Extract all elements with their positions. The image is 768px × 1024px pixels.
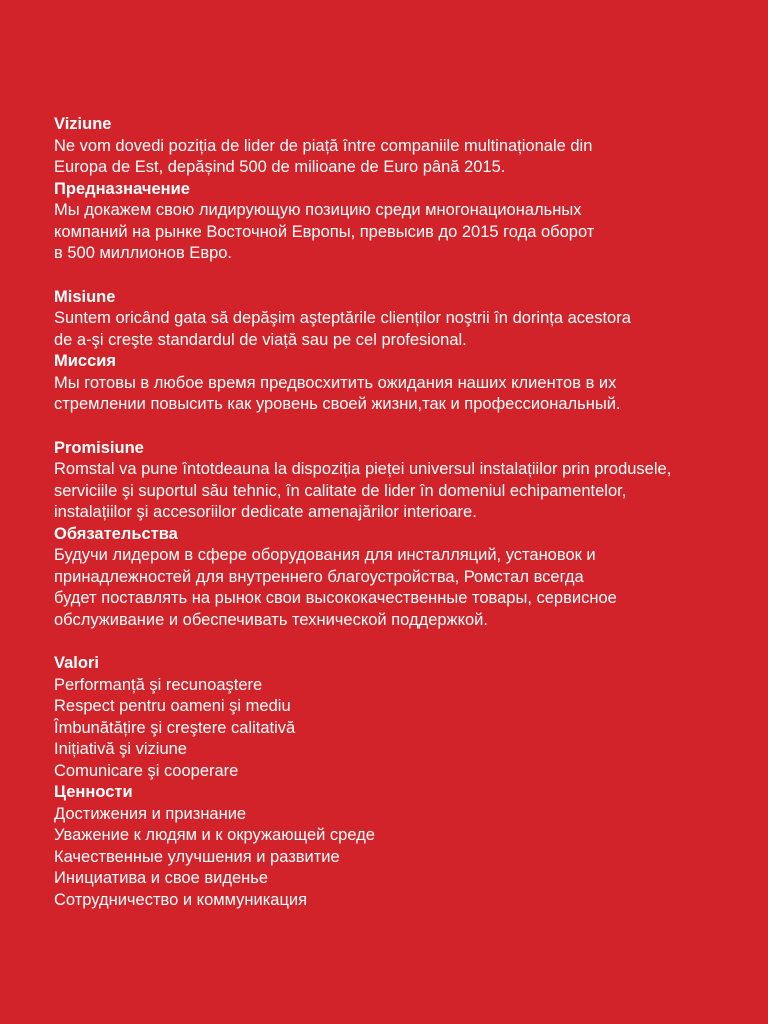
section-heading-ru: Обязательства bbox=[54, 524, 178, 543]
list-item: Уважение к людям и к окружающей среде bbox=[54, 826, 375, 844]
section-text-ru: Мы готовы в любое время предвосхитить ожидания наших клиентов в их стремлении повысить как уровень своей жизни,так и профессиональный. bbox=[54, 373, 621, 413]
values-heading-ru: Ценности bbox=[54, 783, 133, 801]
section-heading-ru: Миссия bbox=[54, 352, 117, 370]
section-promise bbox=[54, 438, 728, 632]
section-text-ru: Будучи лидером в сфере оборудования для инсталляций, установок и принадлежностей для внутреннего благоустройства, Ромстал всегда будет поставлять на рынок свои высококачественные товары, сервисное обслуживание и обеспечивать технической поддержкой. bbox=[54, 546, 617, 629]
list-item: Respect pentru oameni şi mediu bbox=[54, 697, 291, 715]
list-item: Качественные улучшения и развитие bbox=[54, 847, 340, 866]
section-text-ro: Ne vom dovedi poziția de lider de piață între companiile multinaționale din Europa de Est, depășind 500 de milioane de Euro până 2015. bbox=[54, 136, 593, 176]
section-heading-ro: Promisiune bbox=[54, 438, 144, 457]
section-heading-ro: Misiune bbox=[54, 287, 116, 306]
values-heading-ro: Valori bbox=[54, 654, 99, 672]
list-item: Inițiativă şi viziune bbox=[54, 740, 187, 758]
list-item: Инициатива и свое виденье bbox=[54, 869, 269, 887]
list-item: Îmbunătățire şi creştere calitativă bbox=[54, 718, 296, 737]
section-heading-ru: Предназначение bbox=[54, 179, 190, 198]
section-heading-ro: Viziune bbox=[54, 115, 112, 133]
values-list-ru bbox=[54, 804, 728, 912]
section-text-ro: Romstal va pune întotdeauna la dispoziția pieței universul instalațiilor prin produsele, serviciile şi suportul său tehnic, în calitate de lider în domeniul echipamentelor, instalațiilor şi accesoriilor dedicate amenajărilor interioare. bbox=[54, 460, 672, 521]
section-text-ru: Мы докажем свою лидирующую позицию среди многонациональных компаний на рынке Восточной Европы, превысив до 2015 года оборот в 500 миллионов Евро. bbox=[54, 201, 595, 262]
list-item: Performanță şi recunoaştere bbox=[54, 675, 263, 694]
list-item: Достижения и признание bbox=[54, 804, 247, 823]
section-text-ro: Suntem oricând gata să depăşim aşteptările clienților noştrii în dorința acestora de a-şi creşte standardul de viață sau pe cel profesional. bbox=[54, 309, 631, 349]
section-mission bbox=[54, 287, 728, 416]
list-item: Сотрудничество и коммуникация bbox=[54, 890, 308, 909]
section-vision bbox=[54, 114, 728, 265]
values-list-ro bbox=[54, 675, 728, 783]
section-values bbox=[54, 653, 728, 911]
list-item: Comunicare şi cooperare bbox=[54, 761, 239, 780]
